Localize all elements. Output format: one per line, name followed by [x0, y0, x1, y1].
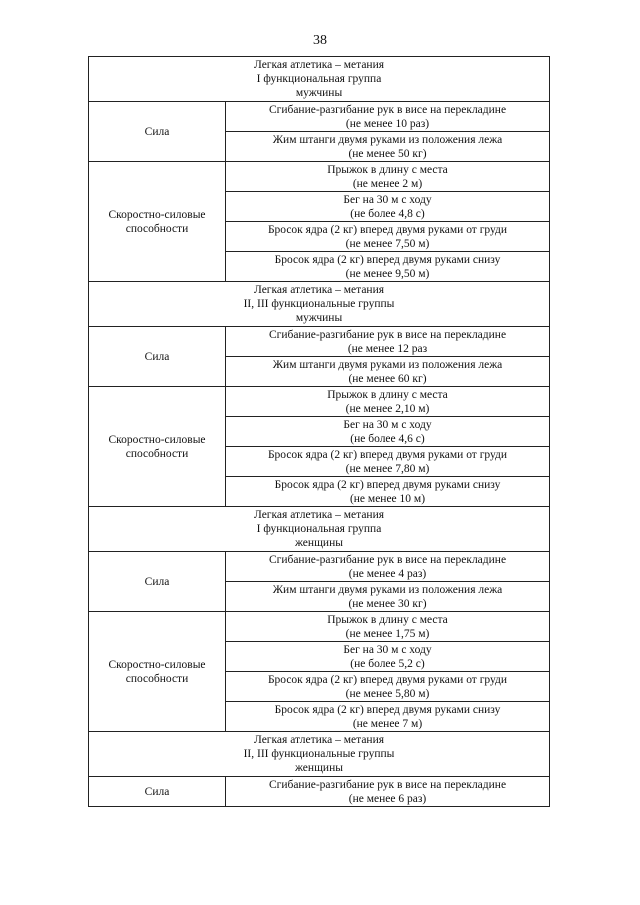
test-name: Бросок ядра (2 кг) вперед двумя руками снизу — [274, 478, 501, 491]
test-standard: (не менее 9,50 м) — [345, 267, 430, 280]
category-label: Скоростно-силовые — [108, 208, 206, 221]
test-cell — [226, 327, 550, 357]
standards-table-body — [89, 57, 550, 807]
test-standard: (не менее 7,80 м) — [345, 462, 430, 475]
test-standard: (не менее 5,80 м) — [345, 687, 430, 700]
section-title-line: мужчины — [295, 312, 343, 324]
test-cell — [226, 192, 550, 222]
test-row — [89, 387, 550, 417]
test-cell — [226, 582, 550, 612]
section-title — [89, 282, 550, 327]
test-row — [89, 612, 550, 642]
test-standard: (не менее 50 кг) — [348, 147, 427, 160]
test-name: Прыжок в длину с места — [327, 613, 448, 626]
section-title — [89, 507, 550, 552]
standards-table — [88, 56, 550, 807]
test-name: Бросок ядра (2 кг) вперед двумя руками от груди — [267, 223, 508, 236]
test-cell — [226, 162, 550, 192]
test-cell — [226, 132, 550, 162]
category-label: Скоростно-силовые — [108, 658, 206, 671]
test-cell — [226, 777, 550, 807]
test-name: Бросок ядра (2 кг) вперед двумя руками от груди — [267, 448, 508, 461]
test-cell — [226, 357, 550, 387]
test-cell — [226, 447, 550, 477]
test-cell — [226, 417, 550, 447]
category-label: Сила — [144, 125, 170, 138]
section-header-row — [89, 507, 550, 552]
section-header-row — [89, 57, 550, 102]
test-cell — [226, 612, 550, 642]
section-title-line: женщины — [295, 762, 343, 774]
test-cell — [226, 642, 550, 672]
test-cell — [226, 672, 550, 702]
section-title-line: Легкая атлетика – метания — [253, 509, 385, 521]
test-name: Бросок ядра (2 кг) вперед двумя руками от груди — [267, 673, 508, 686]
section-title — [89, 57, 550, 102]
section-title-line: I функциональная группа — [256, 523, 382, 535]
category-label: Скоростно-силовые — [108, 433, 206, 446]
test-name: Жим штанги двумя руками из положения лежа — [272, 133, 503, 146]
test-row — [89, 552, 550, 582]
test-cell — [226, 102, 550, 132]
section-title-line: II, III функциональные группы — [243, 298, 395, 310]
category-cell — [89, 552, 226, 612]
test-row — [89, 162, 550, 192]
test-name: Бросок ядра (2 кг) вперед двумя руками снизу — [274, 253, 501, 266]
test-name: Прыжок в длину с места — [327, 388, 448, 401]
section-title-line: II, III функциональные группы — [243, 748, 395, 760]
test-standard: (не менее 2 м) — [352, 177, 423, 190]
test-standard: (не менее 7,50 м) — [345, 237, 430, 250]
test-standard: (не менее 10 м) — [349, 492, 426, 505]
test-name: Прыжок в длину с места — [327, 163, 448, 176]
test-standard: (не менее 6 раз) — [348, 792, 427, 805]
test-row — [89, 327, 550, 357]
test-name: Сгибание-разгибание рук в висе на перекладине — [268, 328, 507, 341]
test-name: Сгибание-разгибание рук в висе на перекладине — [268, 103, 507, 116]
category-label: способности — [125, 672, 189, 685]
test-standard: (не менее 4 раз) — [348, 567, 427, 580]
test-name: Сгибание-разгибание рук в висе на перекладине — [268, 553, 507, 566]
category-cell — [89, 162, 226, 282]
test-standard: (не менее 1,75 м) — [345, 627, 430, 640]
category-cell — [89, 387, 226, 507]
section-title-line: Легкая атлетика – метания — [253, 284, 385, 296]
test-standard: (не менее 60 кг) — [348, 372, 427, 385]
test-standard: (не более 4,8 с) — [350, 207, 425, 220]
category-cell — [89, 777, 226, 807]
test-standard: (не менее 12 раз — [347, 342, 428, 355]
category-label: Сила — [144, 575, 170, 588]
test-standard: (не менее 7 м) — [352, 717, 423, 730]
category-cell — [89, 327, 226, 387]
test-row — [89, 102, 550, 132]
section-header-row — [89, 732, 550, 777]
section-header-row — [89, 282, 550, 327]
test-name: Бросок ядра (2 кг) вперед двумя руками снизу — [274, 703, 501, 716]
section-title-line: I функциональная группа — [256, 73, 382, 85]
test-standard: (не менее 2,10 м) — [345, 402, 430, 415]
test-cell — [226, 702, 550, 732]
test-name: Жим штанги двумя руками из положения лежа — [272, 358, 503, 371]
category-cell — [89, 102, 226, 162]
test-name: Бег на 30 м с ходу — [343, 643, 432, 656]
section-title — [89, 732, 550, 777]
test-standard: (не менее 10 раз) — [345, 117, 430, 130]
category-cell — [89, 612, 226, 732]
page-number: 38 — [313, 33, 327, 48]
test-standard: (не более 5,2 с) — [350, 657, 425, 670]
section-title-line: Легкая атлетика – метания — [253, 59, 385, 71]
test-cell — [226, 222, 550, 252]
test-name: Сгибание-разгибание рук в висе на перекладине — [268, 778, 507, 791]
section-title-line: Легкая атлетика – метания — [253, 734, 385, 746]
section-title-line: мужчины — [295, 87, 343, 99]
category-label: Сила — [144, 350, 170, 363]
test-cell — [226, 387, 550, 417]
test-name: Бег на 30 м с ходу — [343, 193, 432, 206]
test-name: Жим штанги двумя руками из положения лежа — [272, 583, 503, 596]
test-standard: (не менее 30 кг) — [348, 597, 427, 610]
category-label: Сила — [144, 785, 170, 798]
test-standard: (не более 4,6 с) — [350, 432, 425, 445]
test-row — [89, 777, 550, 807]
category-label: способности — [125, 447, 189, 460]
test-cell — [226, 252, 550, 282]
category-label: способности — [125, 222, 189, 235]
test-cell — [226, 552, 550, 582]
test-cell — [226, 477, 550, 507]
section-title-line: женщины — [295, 537, 343, 549]
test-name: Бег на 30 м с ходу — [343, 418, 432, 431]
